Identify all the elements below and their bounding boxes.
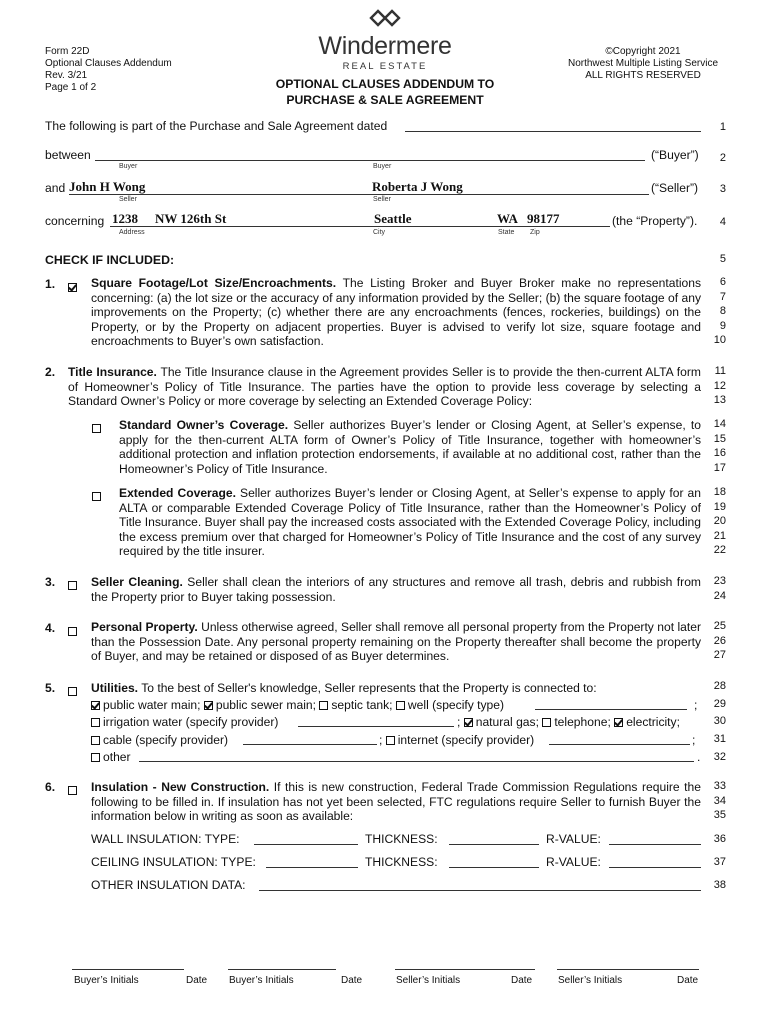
cable-provider-field[interactable] (243, 744, 377, 745)
seller-initials-label-2: Seller’s Initials (558, 975, 623, 986)
utilities-row-2a: irrigation water (specify provider) (91, 715, 278, 730)
other-utility-field[interactable] (139, 761, 694, 762)
clause-6-text: Insulation - New Construction. If this is new construction, Federal Trade Commission Regulations require the following to be filled in. If insulation has not yet been selected, FTC regulations require Seller to furnish Buyer the information below in writing as soon as available: (91, 780, 701, 824)
ceiling-insulation-label: CEILING INSULATION: TYPE: (91, 855, 256, 869)
agreement-date-label: The following is part of the Purchase and Sale Agreement dated (45, 119, 388, 133)
buyer-initials-2-field[interactable] (228, 969, 336, 970)
clause-4-number: 4. (45, 621, 56, 635)
irrigation-checkbox[interactable] (91, 718, 100, 727)
ceiling-rvalue-field[interactable] (609, 867, 701, 868)
clause-3-checkbox[interactable] (68, 576, 80, 594)
ceiling-thickness-label: THICKNESS: (365, 855, 438, 869)
concerning-label: concerning (45, 214, 105, 228)
natural-gas-checkbox[interactable] (464, 718, 473, 727)
and-label: and (45, 181, 66, 195)
buyer-caption-1: Buyer (119, 163, 138, 170)
seller-caption-2: Seller (373, 196, 391, 203)
clause-1-checkbox[interactable] (68, 278, 80, 296)
wall-rvalue-field[interactable] (609, 844, 701, 845)
check-heading: CHECK IF INCLUDED: (45, 253, 175, 267)
seller-name-2[interactable]: Roberta J Wong (372, 179, 463, 194)
clause-2-number: 2. (45, 365, 56, 379)
electricity-checkbox[interactable] (614, 718, 623, 727)
checkbox-icon (92, 424, 101, 433)
form-name: Optional Clauses Addendum (45, 58, 172, 69)
buyer-date-label-2: Date (341, 975, 363, 986)
zip-caption: Zip (530, 229, 540, 236)
seller-role: (“Seller”) (651, 181, 699, 195)
zip-value[interactable]: 98177 (527, 211, 560, 226)
wall-insulation-label: WALL INSULATION: TYPE: (91, 832, 240, 846)
clause-3-text: Seller Cleaning. Seller shall clean the interiors of any structures and remove all trash, debris and rubbish from the Property prior to Buyer taking possession. (91, 575, 701, 604)
clause-1-text: Square Footage/Lot Size/Encroachments. The Listing Broker and Buyer Broker make no representations concerning: (a) the lot size or the accuracy of any information provided by the Seller; (b) the square footage of any improvements on the Property; (c) whether there are any encroachments (fences, rockeries, buildings) on the Property, or by the Property on adjacent properties. Buyer is advised to verify lot size, square footage and encroachments to Buyer’s own satisfaction. (91, 276, 701, 349)
well-checkbox[interactable] (396, 701, 405, 710)
between-label: between (45, 148, 91, 162)
checkbox-checked-icon (68, 283, 77, 292)
clause-2-text: Title Insurance. The Title Insurance clause in the Agreement provides Seller is to provide the then-current ALTA form of Homeowner’s Policy of Title Insurance. The parties have the option to provide less coverage by selecting a Standard Owner’s Policy or more coverage by selecting an Extended Coverage Policy: (68, 365, 701, 409)
seller-initials-2-field[interactable] (557, 969, 699, 970)
checkbox-icon (92, 492, 101, 501)
seller-initials-1-field[interactable] (395, 969, 535, 970)
clause-4-checkbox[interactable] (68, 622, 80, 640)
seller-name-1[interactable]: John H Wong (69, 179, 146, 194)
brand-logo (300, 8, 470, 72)
seller-caption-1: Seller (119, 196, 137, 203)
address-number[interactable]: 1238 (112, 211, 138, 226)
form-info (45, 46, 172, 94)
public-sewer-checkbox[interactable] (204, 701, 213, 710)
clause-3-number: 3. (45, 575, 56, 589)
cable-checkbox[interactable] (91, 736, 100, 745)
buyer-date-label-1: Date (186, 975, 208, 986)
checkbox-icon (68, 786, 77, 795)
copyright-notice: ©Copyright 2021 Northwest Multiple Listing Service ALL RIGHTS RESERVED (567, 46, 719, 81)
clause-5-checkbox[interactable] (68, 682, 80, 700)
utilities-row-3b: ; internet (specify provider) (379, 733, 535, 747)
extended-coverage-text: Extended Coverage. Seller authorizes Buyer’s lender or Closing Agent, at Seller’s expense to apply for an ALTA or comparable Extended Coverage Policy of Title Insurance, rather than the Homeowner’s Policy of Title Insurance. Buyer shall pay the increased costs associated with the Extended Coverage Policy, including the excess premium over that charged for Homeowner’s Policy of Title Insurance and the cost of any survey required by the title insurer. (119, 486, 701, 559)
form-revision: Rev. 3/21 (45, 70, 88, 81)
agreement-date-field[interactable] (405, 131, 701, 132)
ceiling-thickness-field[interactable] (449, 867, 539, 868)
clause-4-text: Personal Property. Unless otherwise agreed, Seller shall remove all personal property from the Property not later than the Possession Date. Any personal property remaining on the Property thereafter shall become the property of Buyer, and may be retained or disposed of as Buyer determines. (91, 620, 701, 664)
property-address-field (110, 226, 610, 227)
brand-subtitle: REAL ESTATE (342, 61, 428, 72)
utilities-row-4: other (91, 750, 131, 765)
clause-6-checkbox[interactable] (68, 781, 80, 799)
state-value[interactable]: WA (497, 211, 518, 226)
address-caption: Address (119, 229, 145, 236)
seller-date-label-1: Date (511, 975, 533, 986)
utilities-row-1: public water main; public sewer main; septic tank; well (specify type) (91, 698, 504, 713)
clause-5-number: 5. (45, 681, 56, 695)
other-utility-checkbox[interactable] (91, 753, 100, 762)
standard-coverage-text: Standard Owner’s Coverage. Seller authorizes Buyer’s lender or Closing Agent, at Seller’s expense, to apply for the then-current ALTA form of Owner’s Policy of Title Insurance, together with homeowner’s additional protection and inflation protection endorsements, if available at no additional cost, rather than the Homeowner’s Policy of Title Insurance. (119, 418, 701, 476)
wall-thickness-label: THICKNESS: (365, 832, 438, 846)
buyer-caption-2: Buyer (373, 163, 392, 170)
utilities-row-2b: ; natural gas; telephone; electricity; (457, 715, 680, 729)
internet-provider-field[interactable] (549, 744, 690, 745)
clause-5-text: Utilities. To the best of Seller's knowledge, Seller represents that the Property is connected to: (91, 681, 597, 695)
seller-name-field (69, 194, 649, 195)
public-water-checkbox[interactable] (91, 701, 100, 710)
utilities-row-3a: cable (specify provider) (91, 733, 228, 748)
seller-initials-label-1: Seller’s Initials (396, 975, 461, 986)
septic-checkbox[interactable] (319, 701, 328, 710)
irrigation-provider-field[interactable] (298, 726, 454, 727)
buyer-initials-1-field[interactable] (72, 969, 184, 970)
buyer-role: (“Buyer”) (651, 148, 699, 162)
address-street[interactable]: NW 126th St (155, 211, 227, 226)
city-value[interactable]: Seattle (374, 211, 412, 226)
property-role: (the “Property”). (612, 214, 698, 228)
clause-1-number: 1. (45, 277, 56, 291)
checkbox-icon (68, 581, 77, 590)
other-insulation-label: OTHER INSULATION DATA: (91, 878, 246, 892)
checkbox-icon (68, 687, 77, 696)
form-number: Form 22D (45, 46, 90, 57)
buyer-name-field[interactable] (95, 160, 645, 161)
standard-coverage-checkbox[interactable] (92, 419, 104, 437)
brand-name: Windermere (318, 32, 452, 60)
buyer-initials-label-1: Buyer’s Initials (74, 975, 139, 986)
ceiling-type-field[interactable] (266, 867, 358, 868)
wall-thickness-field[interactable] (449, 844, 539, 845)
page-title: OPTIONAL CLAUSES ADDENDUM TO PURCHASE & SALE AGREEMENT (275, 77, 495, 107)
ceiling-rvalue-label: R-VALUE: (546, 855, 601, 869)
city-caption: City (373, 229, 386, 236)
buyer-initials-label-2: Buyer’s Initials (229, 975, 294, 986)
checkbox-icon (68, 627, 77, 636)
wall-type-field[interactable] (254, 844, 358, 845)
telephone-checkbox[interactable] (542, 718, 551, 727)
well-type-field[interactable] (535, 709, 687, 710)
extended-coverage-checkbox[interactable] (92, 487, 104, 505)
wall-rvalue-label: R-VALUE: (546, 832, 601, 846)
clause-6-number: 6. (45, 780, 56, 794)
state-caption: State (498, 229, 515, 236)
internet-checkbox[interactable] (386, 736, 395, 745)
windermere-logo-icon (369, 8, 401, 28)
page-indicator: Page 1 of 2 (45, 82, 97, 93)
seller-date-label-2: Date (677, 975, 699, 986)
other-insulation-field[interactable] (259, 890, 701, 891)
